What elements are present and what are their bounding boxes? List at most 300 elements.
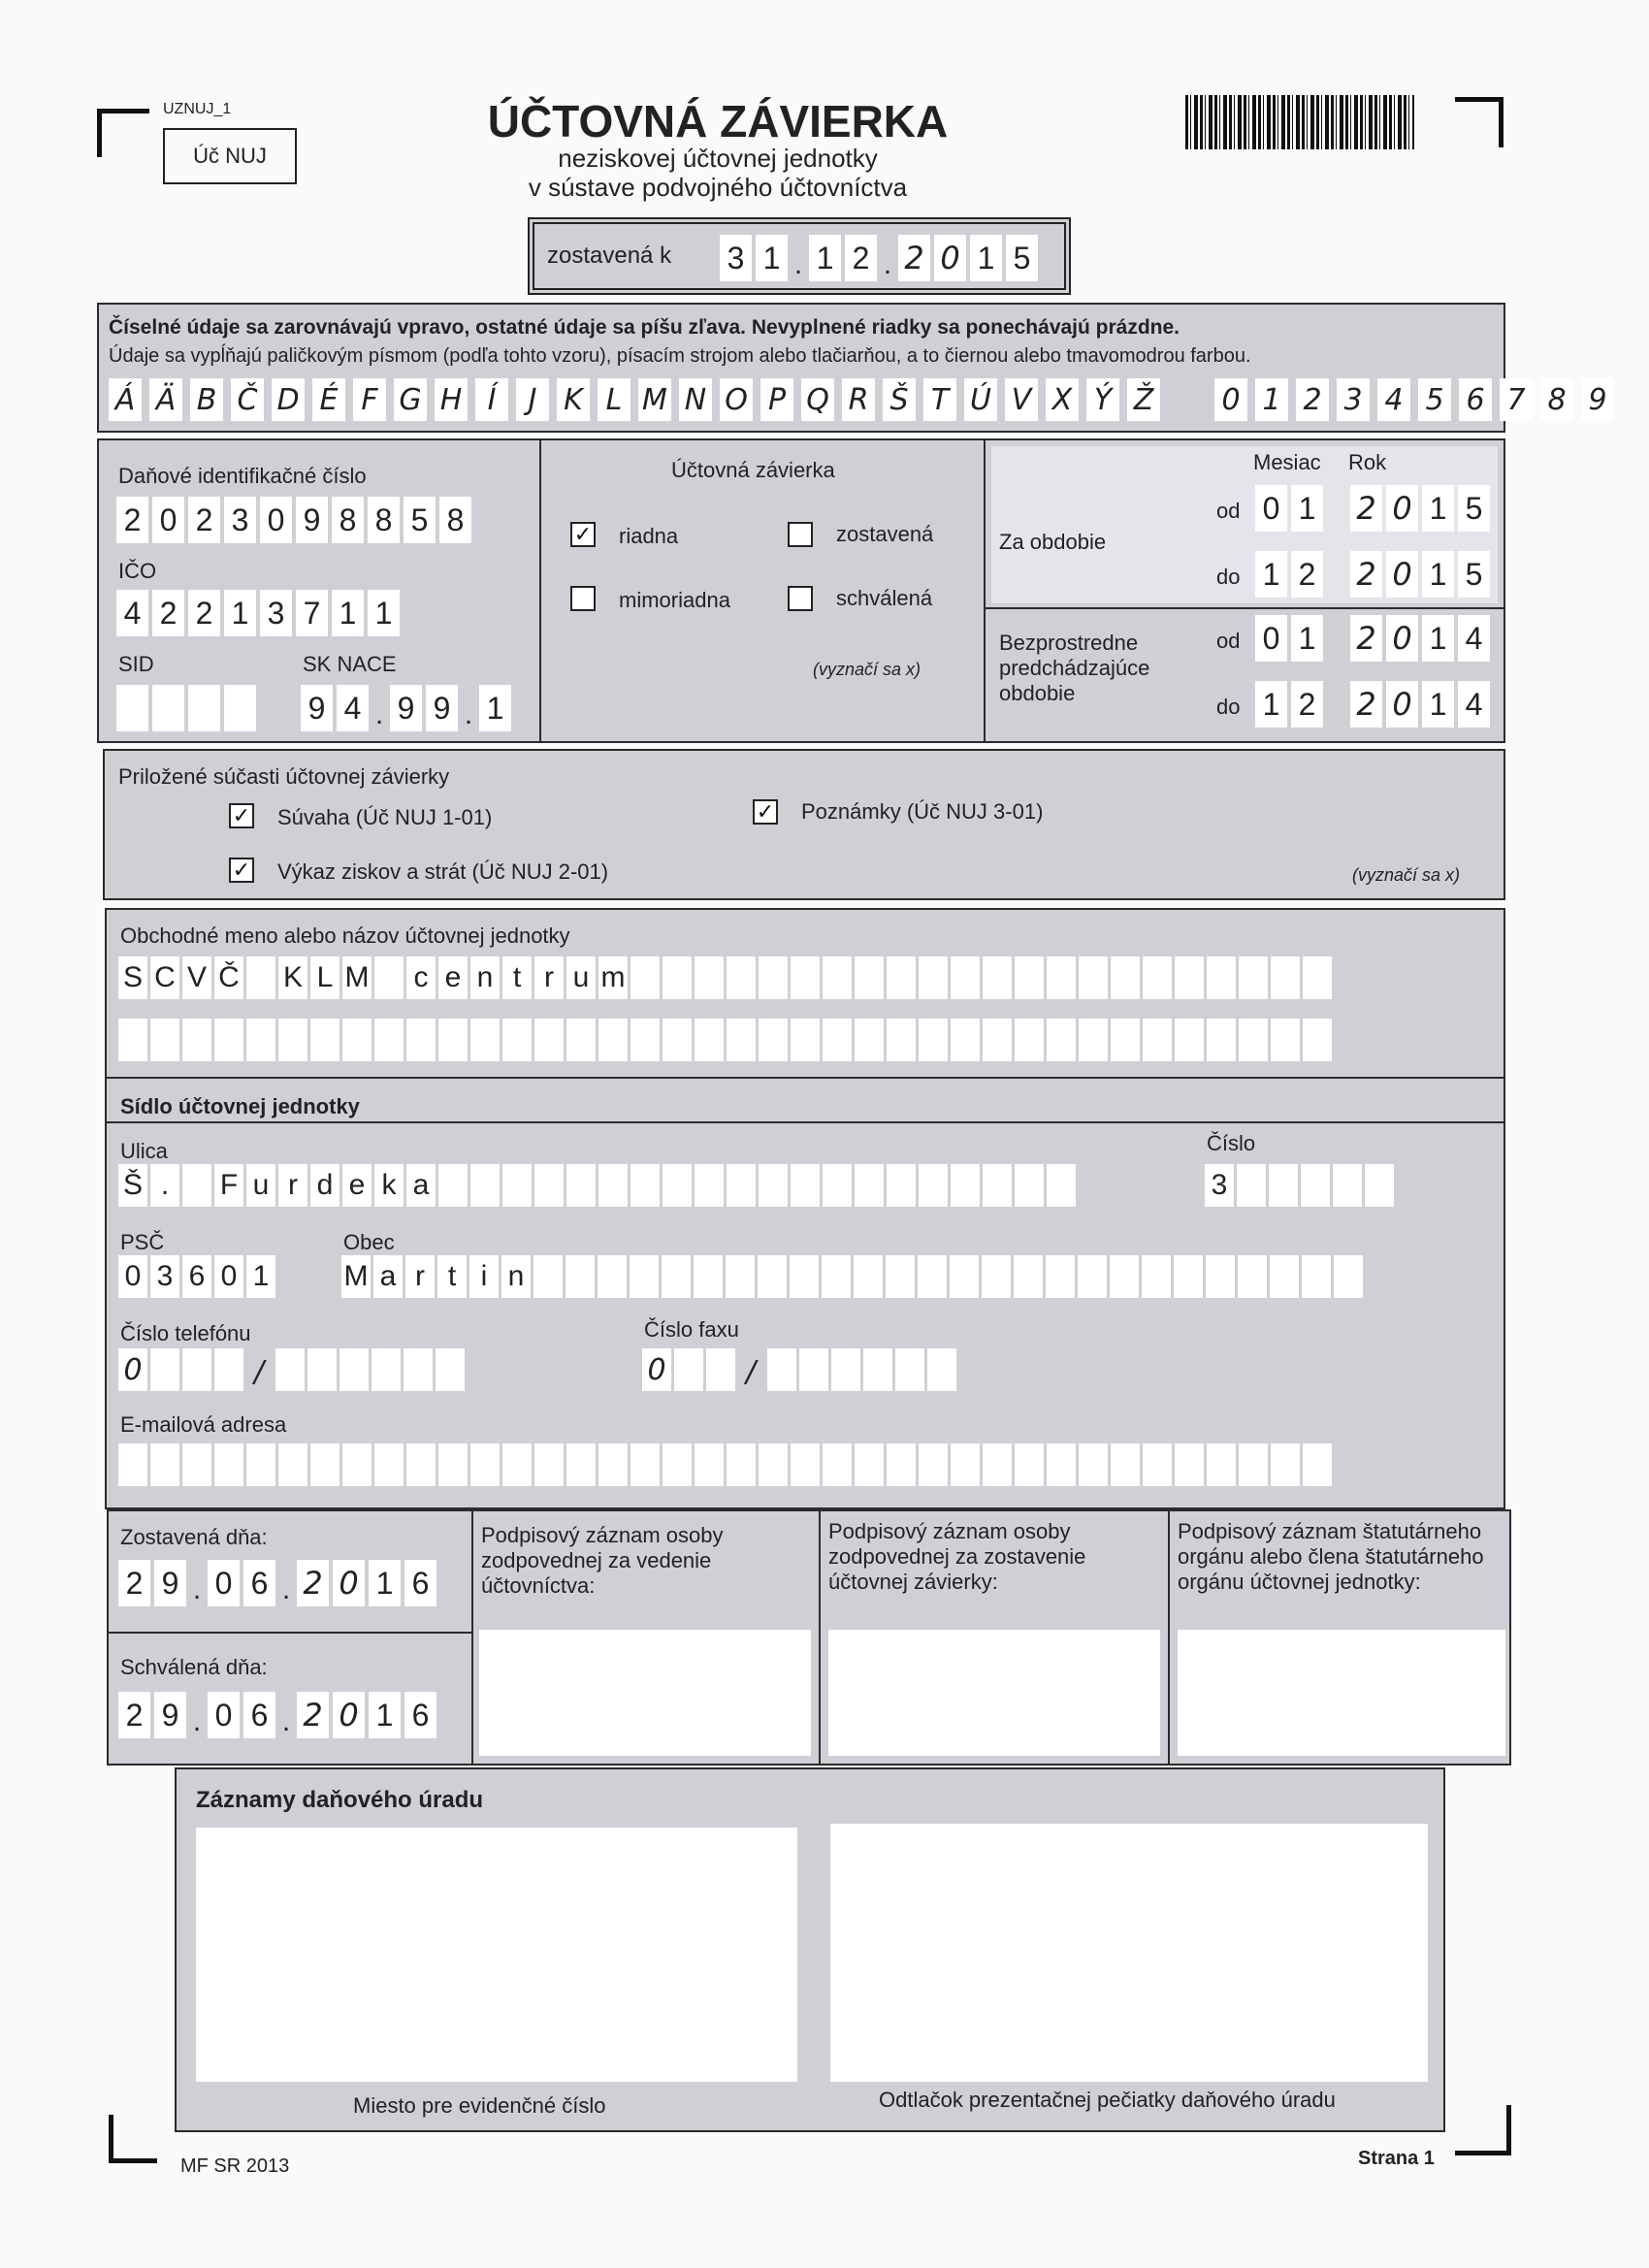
char-box-empty[interactable] [1014,1255,1043,1298]
number-field[interactable] [1205,1164,1397,1207]
char-box-empty[interactable] [1207,1019,1236,1061]
char-box-empty[interactable] [951,1164,980,1207]
char-box-empty[interactable] [214,1443,243,1486]
char-box[interactable]: 4 [1458,681,1490,728]
char-box-empty[interactable] [727,956,756,999]
char-box-empty[interactable] [1175,1443,1204,1486]
char-box-empty[interactable] [118,1443,147,1486]
char-box-empty[interactable] [1270,1255,1299,1298]
char-box-empty[interactable] [726,1255,755,1298]
char-box-empty[interactable] [310,1019,340,1061]
char-box-empty[interactable] [534,1019,564,1061]
char-box-empty[interactable] [1111,1443,1140,1486]
char-box-empty[interactable] [116,685,148,731]
char-box-empty[interactable] [188,685,220,731]
char-box-empty[interactable] [791,1443,820,1486]
char-box[interactable]: t [502,956,532,999]
char-box-empty[interactable] [246,1443,275,1486]
char-box-empty[interactable] [534,1443,564,1486]
char-box-empty[interactable] [1015,956,1044,999]
char-box-empty[interactable] [1271,1443,1300,1486]
char-box[interactable]: 2 [1291,551,1323,598]
char-box[interactable]: 1 [970,235,1002,281]
char-box[interactable]: V [182,956,211,999]
char-box[interactable]: 1 [756,235,788,281]
char-box-empty[interactable] [534,1164,564,1207]
char-box-empty[interactable] [662,1255,691,1298]
char-box[interactable]: 0 [333,1692,365,1738]
char-box-empty[interactable] [950,1255,979,1298]
char-box-empty[interactable] [436,1348,465,1391]
char-box[interactable]: K [278,956,307,999]
char-box-empty[interactable] [1271,1019,1300,1061]
char-box[interactable]: 2 [188,590,220,636]
char-box-empty[interactable] [566,1164,596,1207]
char-box[interactable]: 9 [296,497,328,543]
char-box-empty[interactable] [342,1443,372,1486]
char-box[interactable]: L [310,956,340,999]
char-box-empty[interactable] [982,1255,1011,1298]
char-box-empty[interactable] [831,1348,860,1391]
char-box[interactable]: C [150,956,179,999]
char-box[interactable]: 9 [426,685,458,731]
char-box-empty[interactable] [1047,1164,1076,1207]
char-box-empty[interactable] [630,1019,660,1061]
char-box[interactable] [182,1164,211,1207]
char-box[interactable]: a [406,1164,436,1207]
char-box[interactable]: 1 [369,1692,401,1738]
char-box-empty[interactable] [502,1019,532,1061]
char-box-empty[interactable] [1303,1443,1332,1486]
char-box-empty[interactable] [663,956,692,999]
char-box[interactable]: 1 [479,685,511,731]
char-box[interactable]: S [118,956,147,999]
char-box-empty[interactable] [1015,1443,1044,1486]
char-box[interactable]: 5 [1458,485,1490,532]
char-box-empty[interactable] [152,685,184,731]
char-box-empty[interactable] [1365,1164,1394,1207]
char-box-empty[interactable] [759,1164,788,1207]
char-box[interactable]: 4 [116,590,148,636]
char-box-empty[interactable] [310,1443,340,1486]
char-box[interactable]: u [246,1164,275,1207]
char-box-empty[interactable] [1078,1255,1107,1298]
char-box-empty[interactable] [598,1255,627,1298]
char-box-empty[interactable] [1175,1019,1204,1061]
obec-field[interactable] [341,1255,1366,1298]
char-box-empty[interactable] [1143,1019,1172,1061]
char-box-empty[interactable] [695,1019,724,1061]
char-box[interactable]: 0 [260,497,292,543]
char-box[interactable]: 6 [404,1692,436,1738]
char-box-empty[interactable] [759,1019,788,1061]
char-box[interactable]: 3 [150,1255,179,1298]
char-box[interactable]: 8 [439,497,471,543]
char-box[interactable]: 2 [1350,681,1382,728]
char-box-empty[interactable] [799,1348,828,1391]
char-box-empty[interactable] [854,1255,883,1298]
char-box[interactable]: 5 [1006,235,1038,281]
char-box[interactable]: 1 [1422,551,1454,598]
char-box-empty[interactable] [1334,1255,1363,1298]
char-box-empty[interactable] [791,1019,820,1061]
char-box-empty[interactable] [1239,1443,1268,1486]
char-box-empty[interactable] [759,1443,788,1486]
char-box[interactable]: 0 [1386,485,1418,532]
char-box-empty[interactable] [1303,956,1332,999]
char-box-empty[interactable] [438,1019,468,1061]
char-box-empty[interactable] [1047,956,1076,999]
char-box[interactable]: 5 [1458,551,1490,598]
char-box-empty[interactable] [182,1348,211,1391]
char-box-empty[interactable] [1175,956,1204,999]
char-box-empty[interactable] [1333,1164,1362,1207]
prev-from-month[interactable] [1255,615,1327,662]
char-box-empty[interactable] [1046,1255,1075,1298]
char-box-empty[interactable] [307,1348,337,1391]
char-box-empty[interactable] [983,1019,1012,1061]
char-box-empty[interactable] [887,1019,916,1061]
stamp-area[interactable] [830,1824,1428,2082]
zostavena-checkbox[interactable] [788,522,813,547]
prev-to-month[interactable] [1255,681,1327,728]
char-box-empty[interactable] [182,1019,211,1061]
char-box-empty[interactable] [404,1348,433,1391]
char-box-empty[interactable] [855,1019,884,1061]
ico-field[interactable] [116,590,404,636]
char-box-empty[interactable] [1079,1443,1108,1486]
char-box[interactable]: 0 [1386,615,1418,662]
char-box-empty[interactable] [951,1019,980,1061]
char-box[interactable]: 2 [845,235,877,281]
char-box-empty[interactable] [438,1164,468,1207]
char-box[interactable]: 6 [404,1560,436,1606]
char-box[interactable]: 0 [1255,615,1287,662]
char-box-empty[interactable] [1015,1164,1044,1207]
char-box-empty[interactable] [887,1443,916,1486]
char-box-empty[interactable] [372,1348,401,1391]
char-box-empty[interactable] [118,1019,147,1061]
char-box[interactable]: d [310,1164,340,1207]
char-box[interactable]: 2 [1350,615,1382,662]
approved-on-date[interactable] [118,1692,440,1738]
char-box-empty[interactable] [630,1164,660,1207]
char-box[interactable]: 6 [243,1560,275,1606]
char-box-empty[interactable] [951,1443,980,1486]
char-box-empty[interactable] [1015,1019,1044,1061]
char-box[interactable]: 1 [332,590,364,636]
char-box-empty[interactable] [598,1443,628,1486]
char-box-empty[interactable] [727,1019,756,1061]
char-box[interactable]: 2 [116,497,148,543]
char-box[interactable]: t [437,1255,467,1298]
char-box-empty[interactable] [278,1019,307,1061]
char-box-empty[interactable] [767,1348,796,1391]
char-box[interactable]: Š [118,1164,147,1207]
char-box-empty[interactable] [706,1348,735,1391]
current-to-year[interactable] [1350,551,1494,598]
char-box[interactable]: 1 [224,590,256,636]
char-box[interactable]: 2 [118,1560,150,1606]
char-box-empty[interactable] [534,1255,563,1298]
char-box-empty[interactable] [1239,1019,1268,1061]
current-from-month[interactable] [1255,485,1327,532]
char-box-empty[interactable] [342,1019,372,1061]
char-box[interactable]: i [469,1255,499,1298]
char-box[interactable]: . [150,1164,179,1207]
char-box-empty[interactable] [1237,1164,1266,1207]
char-box[interactable]: 0 [214,1255,243,1298]
compiled-on-date[interactable] [118,1560,440,1606]
mimoriadna-checkbox[interactable] [570,586,596,611]
char-box[interactable]: 9 [154,1560,186,1606]
char-box-empty[interactable] [983,956,1012,999]
char-box-empty[interactable] [374,1443,404,1486]
char-box[interactable]: 0 [333,1560,365,1606]
char-box-empty[interactable] [150,1443,179,1486]
char-box[interactable]: e [342,1164,372,1207]
char-box-empty[interactable] [674,1348,703,1391]
char-box-empty[interactable] [695,956,724,999]
char-box-empty[interactable] [823,1443,852,1486]
char-box-empty[interactable] [1174,1255,1203,1298]
char-box-empty[interactable] [340,1348,369,1391]
char-box[interactable]: m [598,956,628,999]
char-box-empty[interactable] [758,1255,787,1298]
char-box-empty[interactable] [566,1255,595,1298]
char-box-empty[interactable] [951,956,980,999]
char-box-empty[interactable] [278,1443,307,1486]
char-box[interactable] [374,956,404,999]
char-box-empty[interactable] [1238,1255,1267,1298]
char-box-empty[interactable] [150,1019,179,1061]
char-box-empty[interactable] [1111,1019,1140,1061]
char-box-empty[interactable] [470,1019,500,1061]
char-box[interactable]: 1 [1422,615,1454,662]
char-box[interactable]: F [214,1164,243,1207]
char-box-empty[interactable] [919,1443,948,1486]
char-box[interactable]: 0 [208,1560,240,1606]
char-box[interactable]: 2 [1350,485,1382,532]
char-box-empty[interactable] [374,1019,404,1061]
char-box[interactable]: 1 [1422,681,1454,728]
char-box-empty[interactable] [630,1255,659,1298]
char-box[interactable]: 0 [1386,681,1418,728]
char-box-empty[interactable] [663,1164,692,1207]
char-box-empty[interactable] [927,1348,956,1391]
char-box-empty[interactable] [919,1019,948,1061]
char-box-empty[interactable] [630,1443,660,1486]
char-box-empty[interactable] [727,1443,756,1486]
dic-field[interactable] [116,497,475,543]
char-box[interactable]: 3 [720,235,752,281]
char-box[interactable]: 6 [182,1255,211,1298]
char-box-empty[interactable] [983,1164,1012,1207]
char-box-empty[interactable] [1302,1255,1331,1298]
char-box-empty[interactable] [438,1443,468,1486]
compiled-date[interactable] [720,235,1042,281]
char-box-empty[interactable] [275,1348,305,1391]
char-box-empty[interactable] [823,956,852,999]
char-box[interactable]: c [406,956,436,999]
char-box[interactable]: 5 [404,497,436,543]
char-box[interactable]: 9 [390,685,422,731]
sig3-area[interactable] [1178,1630,1505,1756]
char-box[interactable]: n [470,956,500,999]
poznamky-checkbox[interactable]: ✓ [753,799,778,825]
char-box-empty[interactable] [214,1348,243,1391]
sknace-field[interactable] [301,685,515,731]
char-box-empty[interactable] [759,956,788,999]
char-box-empty[interactable] [919,956,948,999]
char-box-empty[interactable] [224,685,256,731]
char-box[interactable]: 9 [301,685,333,731]
sig2-area[interactable] [828,1630,1160,1756]
char-box[interactable]: 1 [1255,681,1287,728]
char-box[interactable] [246,956,275,999]
char-box-empty[interactable] [1269,1164,1298,1207]
char-box-empty[interactable] [1239,956,1268,999]
char-box-empty[interactable] [598,1019,628,1061]
char-box-empty[interactable] [1079,1019,1108,1061]
char-box-empty[interactable] [1079,956,1108,999]
char-box-empty[interactable] [566,1019,596,1061]
char-box-empty[interactable] [1207,956,1236,999]
char-box-empty[interactable] [1271,956,1300,999]
char-box[interactable]: 0 [934,235,966,281]
char-box-empty[interactable] [1111,956,1140,999]
char-box[interactable]: 4 [1458,615,1490,662]
char-box-empty[interactable] [823,1019,852,1061]
char-box-empty[interactable] [630,956,660,999]
phone-prefix[interactable]: 0 [642,1348,671,1391]
char-box[interactable]: M [342,956,372,999]
char-box-empty[interactable] [1110,1255,1139,1298]
phone-prefix[interactable]: 0 [118,1348,147,1391]
char-box-empty[interactable] [887,956,916,999]
char-box[interactable]: 1 [1291,485,1323,532]
char-box-empty[interactable] [182,1443,211,1486]
current-to-month[interactable] [1255,551,1327,598]
char-box[interactable]: 7 [296,590,328,636]
char-box-empty[interactable] [663,1019,692,1061]
char-box-empty[interactable] [406,1019,436,1061]
char-box-empty[interactable] [887,1164,916,1207]
suvaha-checkbox[interactable]: ✓ [229,803,254,828]
char-box-empty[interactable] [150,1348,179,1391]
char-box-empty[interactable] [502,1164,532,1207]
char-box-empty[interactable] [1143,956,1172,999]
psc-field[interactable] [118,1255,278,1298]
char-box-empty[interactable] [470,1443,500,1486]
street-field[interactable] [118,1164,1079,1207]
sid-field[interactable] [116,685,260,731]
char-box[interactable]: 1 [368,590,400,636]
char-box[interactable]: n [501,1255,531,1298]
char-box[interactable]: 2 [188,497,220,543]
char-box-empty[interactable] [1142,1255,1171,1298]
char-box[interactable]: 1 [1422,485,1454,532]
char-box[interactable]: e [438,956,468,999]
char-box-empty[interactable] [823,1164,852,1207]
char-box[interactable]: 0 [1255,485,1287,532]
char-box-empty[interactable] [1047,1019,1076,1061]
char-box[interactable]: 3 [1205,1164,1234,1207]
char-box[interactable]: 2 [1350,551,1382,598]
char-box[interactable]: 2 [118,1692,150,1738]
char-box[interactable]: 2 [898,235,930,281]
vykaz-checkbox[interactable]: ✓ [229,858,254,883]
char-box-empty[interactable] [886,1255,915,1298]
char-box[interactable]: 3 [260,590,292,636]
char-box-empty[interactable] [855,956,884,999]
char-box-empty[interactable] [598,1164,628,1207]
email-field[interactable] [118,1443,1335,1486]
char-box[interactable]: M [341,1255,371,1298]
char-box[interactable]: 1 [246,1255,275,1298]
char-box[interactable]: Č [214,956,243,999]
char-box-empty[interactable] [1143,1443,1172,1486]
char-box-empty[interactable] [790,1255,819,1298]
sig1-area[interactable] [479,1630,811,1756]
char-box-empty[interactable] [855,1164,884,1207]
prev-to-year[interactable] [1350,681,1494,728]
char-box-empty[interactable] [791,956,820,999]
char-box[interactable]: 2 [152,590,184,636]
char-box-empty[interactable] [1303,1019,1332,1061]
char-box[interactable]: 0 [152,497,184,543]
phone-field[interactable] [118,1348,468,1395]
char-box[interactable]: 3 [224,497,256,543]
char-box-empty[interactable] [246,1019,275,1061]
char-box-empty[interactable] [895,1348,924,1391]
current-from-year[interactable] [1350,485,1494,532]
char-box[interactable]: r [534,956,564,999]
char-box[interactable]: u [566,956,596,999]
char-box[interactable]: 1 [1255,551,1287,598]
char-box[interactable]: 6 [243,1692,275,1738]
char-box-empty[interactable] [1207,1443,1236,1486]
char-box-empty[interactable] [727,1164,756,1207]
char-box-empty[interactable] [918,1255,947,1298]
char-box-empty[interactable] [919,1164,948,1207]
char-box-empty[interactable] [695,1443,724,1486]
char-box[interactable]: 0 [208,1692,240,1738]
schvalena-checkbox[interactable] [788,586,813,611]
char-box[interactable]: 1 [809,235,841,281]
char-box[interactable]: 2 [1291,681,1323,728]
char-box-empty[interactable] [1047,1443,1076,1486]
registration-number-area[interactable] [196,1828,797,2082]
entity-name-row-1[interactable] [118,956,1335,999]
char-box[interactable]: a [373,1255,403,1298]
char-box[interactable]: r [405,1255,435,1298]
char-box[interactable]: 2 [297,1692,329,1738]
entity-name-row-2[interactable] [118,1019,1335,1061]
char-box-empty[interactable] [855,1443,884,1486]
char-box-empty[interactable] [822,1255,851,1298]
char-box[interactable]: 8 [332,497,364,543]
char-box[interactable]: k [374,1164,404,1207]
char-box[interactable]: 0 [1386,551,1418,598]
char-box-empty[interactable] [214,1019,243,1061]
char-box[interactable]: 9 [154,1692,186,1738]
char-box-empty[interactable] [983,1443,1012,1486]
prev-from-year[interactable] [1350,615,1494,662]
riadna-checkbox[interactable]: ✓ [570,522,596,547]
char-box-empty[interactable] [470,1164,500,1207]
char-box-empty[interactable] [1206,1255,1235,1298]
